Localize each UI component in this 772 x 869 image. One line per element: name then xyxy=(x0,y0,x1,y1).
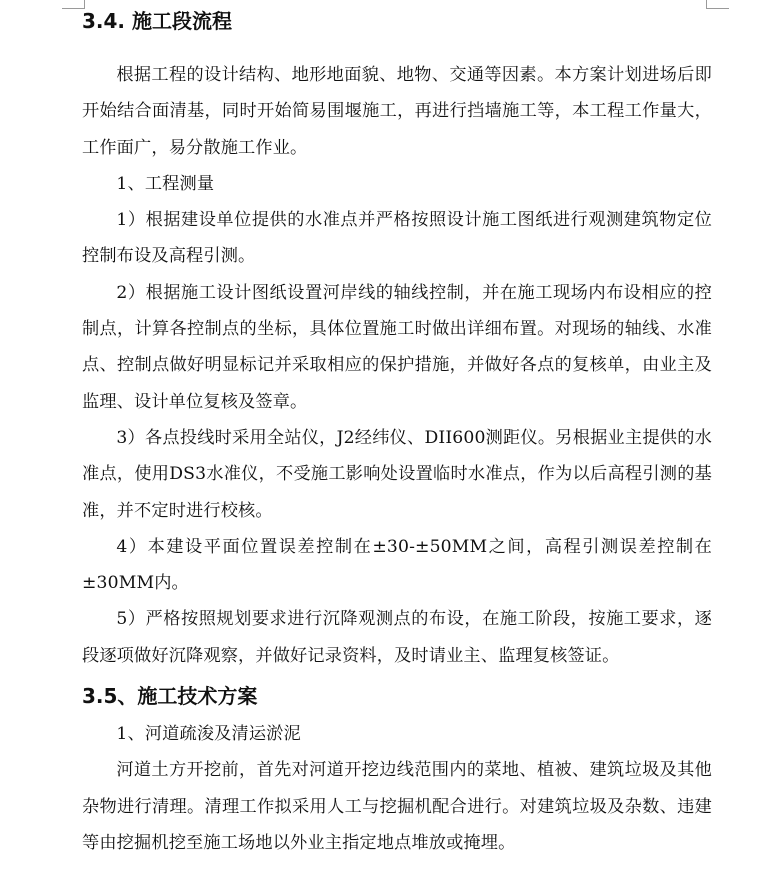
page-corner-mark-left xyxy=(62,0,85,9)
subheading-engineering-survey: 1、工程测量 xyxy=(116,173,215,194)
section-heading-3-5: 3.5、施工技术方案 xyxy=(82,684,258,708)
survey-item-2: 2）根据施工设计图纸设置河岸线的轴线控制，并在施工现场内布设相应的控制点，计算各控制点的坐标，具体位置施工时做出详细布置。对现场的轴线、水准点、控制点做好明显标记并采取相应的保护措施，并做好各点的复核单，由业主及监理、设计单位复核及签章。 xyxy=(82,282,712,412)
dredging-paragraph: 河道土方开挖前，首先对河道开挖边线范围内的菜地、植被、建筑垃圾及其他杂物进行清理。清理工作拟采用人工与挖掘机配合进行。对建筑垃圾及杂数、违建等由挖掘机挖至施工场地以外业主指定地点堆放或掩埋。 xyxy=(82,760,712,853)
section-3-5-body xyxy=(82,716,712,861)
page-corner-mark-right xyxy=(706,0,729,9)
survey-item-5: 5）严格按照规划要求进行沉降观测点的布设，在施工阶段，按施工要求，逐段逐项做好沉降观察，并做好记录资料，及时请业主、监理复核签证。 xyxy=(82,609,712,666)
survey-item-3: 3）各点投线时采用全站仪，J2经纬仪、DII600测距仪。另根据业主提供的水准点，使用DS3水准仪，不受施工影响处设置临时水准点，作为以后高程引测的基准，并不定时进行校核。 xyxy=(82,427,712,521)
section-3-4-body xyxy=(82,57,712,674)
survey-item-4: 4）本建设平面位置误差控制在±30-±50MM之间，高程引测误差控制在±30MM内。 xyxy=(82,536,712,594)
survey-item-1: 1）根据建设单位提供的水准点并严格按照设计施工图纸进行观测建筑物定位控制布设及高程引测。 xyxy=(82,210,712,267)
subheading-river-dredging: 1、河道疏浚及清运淤泥 xyxy=(116,724,301,744)
intro-paragraph: 根据工程的设计结构、地形地面貌、地物、交通等因素。本方案计划进场后即开始结合面清基，同时开始简易围堰施工，再进行挡墙施工等，本工程工作量大，工作面广，易分散施工作业。 xyxy=(82,65,712,158)
section-heading-3-4: 3.4. 施工段流程 xyxy=(82,9,232,33)
